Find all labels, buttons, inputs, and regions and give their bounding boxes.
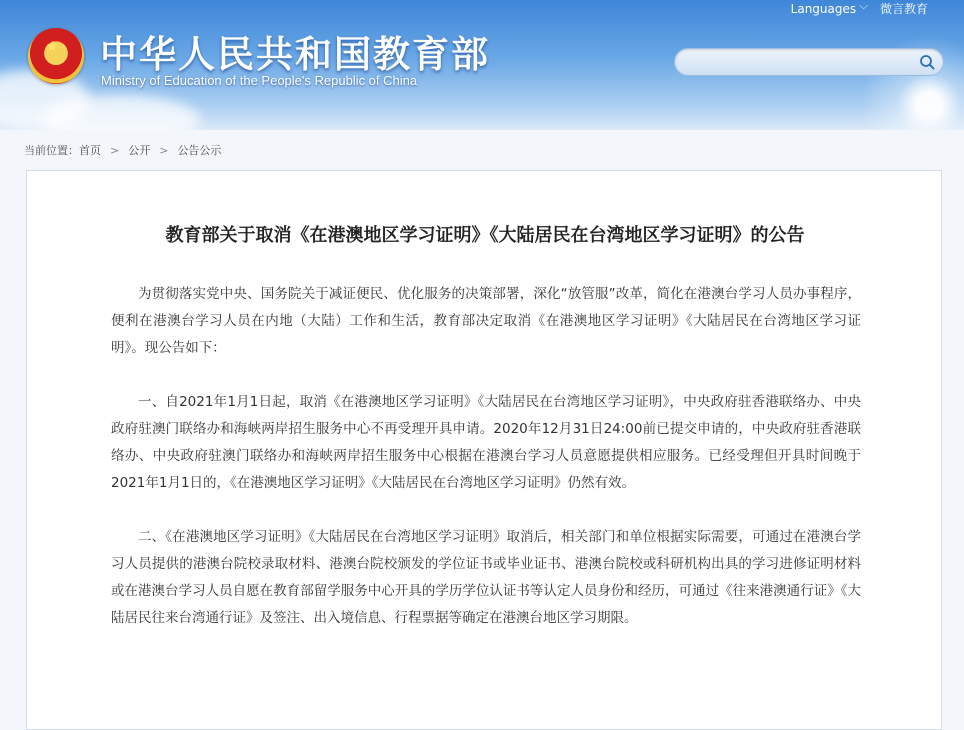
chevron-down-icon[interactable]: ﹀: [859, 6, 869, 16]
site-title[interactable]: 中华人民共和国教育部: [100, 33, 490, 76]
search-box: [674, 48, 944, 76]
breadcrumb-separator: >: [110, 144, 120, 157]
breadcrumb: [24, 142, 221, 158]
search-icon[interactable]: [919, 54, 935, 70]
national-emblem-logo[interactable]: [28, 28, 84, 84]
article-title: 教育部关于取消《在港澳地区学习证明》《大陆居民在台湾地区学习证明》的公告: [165, 225, 805, 246]
star-icon: ★: [46, 39, 59, 55]
search-input[interactable]: [687, 52, 911, 74]
article-paragraph: 为贯彻落实党中央、国务院关于减证便民、优化服务的决策部署，深化“放管服”改革，简化在港澳台学习人员办事程序，便利在港澳台学习人员在内地（大陆）工作和生活，教育部决定取消《在港澳地区学习证明》《大陆居民在台湾地区学习证明》。现公告如下：: [111, 286, 861, 356]
weibo-link[interactable]: 微言教育: [879, 2, 928, 16]
site-subtitle: Ministry of Education of the People's Republic of China: [101, 73, 418, 88]
breadcrumb-separator: >: [159, 144, 169, 157]
article-card: [26, 170, 942, 730]
breadcrumb-public[interactable]: 公开: [128, 144, 151, 157]
article-body: [111, 281, 861, 659]
dandelion-decoration: [854, 30, 964, 130]
breadcrumb-announcements[interactable]: 公告公示: [177, 144, 222, 157]
article-paragraph: 二、《在港澳地区学习证明》《大陆居民在台湾地区学习证明》取消后，相关部门和单位根据实际需要，可通过在港澳台学习人员提供的港澳台院校录取材料、港澳台院校颁发的学位证书或毕业证书、港澳台院校或科研机构出具的学习进修证明材料或在港澳台学习人员自愿在教育部留学服务中心开具的学历学位认证书等认定人员身份和经历，可通过《往来港澳通行证》《大陆居民往来台湾通行证》及签注、出入境信息、行程票据等确定在港澳台地区学习期限。: [111, 529, 861, 626]
article-paragraph: 一、自2021年1月1日起，取消《在港澳地区学习证明》《大陆居民在台湾地区学习证明》，中央政府驻香港联络办、中央政府驻澳门联络办和海峡两岸招生服务中心不再受理开具申请。2020年12月31日24:00前已提交申请的，中央政府驻香港联络办、中央政府驻澳门联络办和海峡两岸招生服务中心根据在港澳台学习人员意愿提供相应服务。已经受理但开具时间晚于2021年1月1日的，《在港澳地区学习证明》《大陆居民在台湾地区学习证明》仍然有效。: [111, 394, 861, 491]
breadcrumb-prefix: 当前位置：: [24, 144, 79, 157]
breadcrumb-home[interactable]: 首页: [79, 144, 101, 157]
site-header: [0, 0, 964, 130]
top-links: [791, 0, 928, 17]
languages-link[interactable]: Languages: [790, 2, 857, 16]
